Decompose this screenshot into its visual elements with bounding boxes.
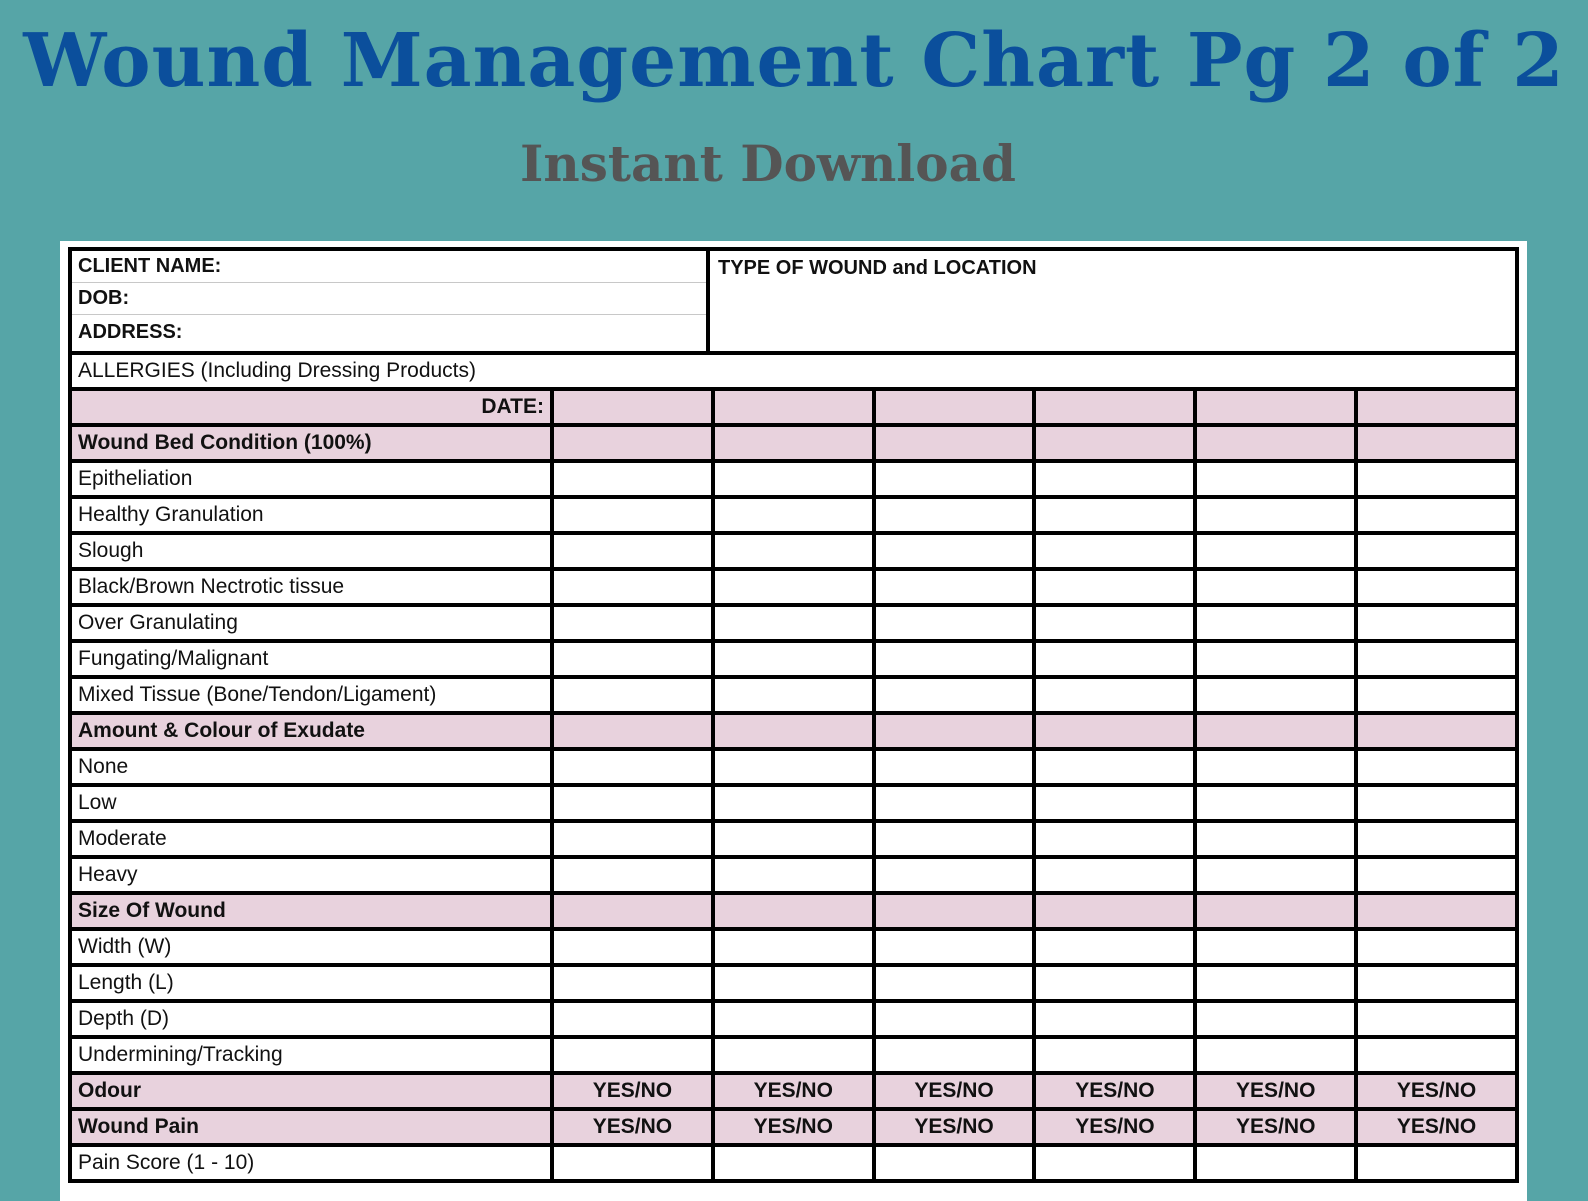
entry-cell[interactable]: YES/NO	[1396, 1115, 1477, 1138]
entry-cell[interactable]	[1358, 499, 1515, 531]
entry-cell[interactable]: YES/NO	[1197, 1111, 1358, 1143]
entry-cell[interactable]	[1197, 751, 1358, 783]
entry-cell[interactable]	[1197, 1147, 1358, 1179]
entry-cell[interactable]	[1036, 895, 1197, 927]
entry-cell[interactable]	[1036, 535, 1197, 567]
entry-cell[interactable]	[715, 895, 876, 927]
entry-cell[interactable]	[1036, 859, 1197, 891]
entry-cell[interactable]	[1036, 787, 1197, 819]
entry-cell[interactable]	[554, 499, 715, 531]
entry-cell[interactable]	[715, 1147, 876, 1179]
table-row	[72, 859, 1515, 895]
entry-cell[interactable]	[1358, 715, 1515, 747]
entry-cell[interactable]	[1197, 679, 1358, 711]
entry-cell[interactable]	[876, 643, 1037, 675]
table-row	[72, 535, 1515, 571]
row-label: Low	[72, 787, 554, 819]
row-label: Width (W)	[72, 931, 554, 963]
table-row	[72, 463, 1515, 499]
entry-cell[interactable]	[1197, 895, 1358, 927]
address-field[interactable]: ADDRESS:	[78, 321, 183, 343]
assessment-rows	[72, 427, 1515, 1183]
entry-cell[interactable]	[1036, 967, 1197, 999]
entry-cell[interactable]	[1358, 463, 1515, 495]
entry-cell[interactable]	[876, 679, 1037, 711]
table-row	[72, 571, 1515, 607]
entry-cell[interactable]	[1358, 787, 1515, 819]
entry-cell[interactable]	[876, 823, 1037, 855]
date-label: DATE:	[72, 391, 554, 423]
entry-cell[interactable]	[1036, 463, 1197, 495]
entry-cell[interactable]	[1197, 859, 1358, 891]
row-label: Pain Score (1 - 10)	[72, 1147, 554, 1179]
entry-cell[interactable]	[876, 787, 1037, 819]
entry-cell[interactable]: YES/NO	[715, 1111, 876, 1143]
entry-cell[interactable]	[1358, 1147, 1515, 1179]
entry-cell[interactable]	[554, 427, 715, 459]
row-label: Undermining/Tracking	[72, 1039, 554, 1071]
entry-cell[interactable]: YES/NO	[876, 1111, 1037, 1143]
entry-cell[interactable]	[554, 571, 715, 603]
entry-cell[interactable]	[1036, 499, 1197, 531]
entry-cell[interactable]	[1036, 571, 1197, 603]
row-label: Length (L)	[72, 967, 554, 999]
section-row	[72, 427, 1515, 463]
entry-cell[interactable]	[554, 859, 715, 891]
entry-cell[interactable]	[876, 427, 1037, 459]
entry-cell[interactable]	[715, 535, 876, 567]
entry-cell[interactable]	[715, 931, 876, 963]
entry-cell[interactable]	[876, 607, 1037, 639]
entry-cell[interactable]	[554, 751, 715, 783]
section-row	[72, 1075, 1515, 1111]
date-cell[interactable]	[1197, 391, 1358, 423]
entry-cell[interactable]	[1197, 967, 1358, 999]
section-row	[72, 715, 1515, 751]
table-row	[72, 679, 1515, 715]
entry-cell[interactable]	[554, 787, 715, 819]
section-label: Odour	[72, 1075, 554, 1107]
row-label: None	[72, 751, 554, 783]
entry-cell[interactable]: YES/NO	[1396, 1079, 1477, 1102]
table-row	[72, 823, 1515, 859]
entry-cell[interactable]: YES/NO	[876, 1075, 1037, 1107]
entry-cell[interactable]	[876, 967, 1037, 999]
row-label: Heavy	[72, 859, 554, 891]
entry-cell[interactable]	[554, 1039, 715, 1071]
entry-cell[interactable]	[876, 895, 1037, 927]
entry-cell[interactable]	[1358, 931, 1515, 963]
entry-cell[interactable]	[1197, 607, 1358, 639]
entry-cell[interactable]	[715, 643, 876, 675]
entry-cell[interactable]	[1036, 1003, 1197, 1035]
entry-cell[interactable]	[876, 859, 1037, 891]
table-row	[72, 1039, 1515, 1075]
table-row	[72, 607, 1515, 643]
row-label: Moderate	[72, 823, 554, 855]
table-row	[72, 967, 1515, 1003]
date-cell[interactable]	[1036, 391, 1197, 423]
entry-cell[interactable]	[1036, 931, 1197, 963]
section-label: Wound Pain	[72, 1111, 554, 1143]
entry-cell[interactable]	[1036, 1039, 1197, 1071]
row-label: Epitheliation	[72, 463, 554, 495]
section-label: Wound Bed Condition (100%)	[72, 427, 554, 459]
entry-cell[interactable]	[1197, 1003, 1358, 1035]
table-row	[72, 931, 1515, 967]
entry-cell[interactable]	[876, 715, 1037, 747]
section-row	[72, 1111, 1515, 1147]
entry-cell[interactable]	[554, 463, 715, 495]
date-cell[interactable]	[876, 391, 1037, 423]
entry-cell[interactable]	[554, 715, 715, 747]
entry-cell[interactable]	[715, 967, 876, 999]
entry-cell[interactable]	[876, 1147, 1037, 1179]
row-label: Over Granulating	[72, 607, 554, 639]
entry-cell[interactable]	[1036, 823, 1197, 855]
entry-cell[interactable]	[715, 1003, 876, 1035]
entry-cell[interactable]	[715, 499, 876, 531]
entry-cell[interactable]	[1358, 1039, 1515, 1071]
client-header	[72, 251, 1515, 355]
entry-cell[interactable]	[554, 679, 715, 711]
row-label: Mixed Tissue (Bone/Tendon/Ligament)	[72, 679, 554, 711]
row-label: Fungating/Malignant	[72, 643, 554, 675]
entry-cell[interactable]: YES/NO	[554, 1075, 715, 1107]
entry-cell[interactable]	[554, 1003, 715, 1035]
entry-cell[interactable]	[1358, 823, 1515, 855]
entry-cell[interactable]	[1358, 967, 1515, 999]
entry-cell[interactable]	[1358, 571, 1515, 603]
entry-cell[interactable]	[1197, 535, 1358, 567]
section-label: Size Of Wound	[72, 895, 554, 927]
date-cell[interactable]	[715, 391, 876, 423]
entry-cell[interactable]	[1036, 1147, 1197, 1179]
entry-cell[interactable]	[1036, 607, 1197, 639]
page-title: Wound Management Chart Pg 2 of 2	[23, 18, 1565, 104]
table-row	[72, 643, 1515, 679]
table-row	[72, 499, 1515, 535]
entry-cell[interactable]	[1358, 751, 1515, 783]
entry-cell[interactable]	[715, 1039, 876, 1071]
date-cell[interactable]	[554, 391, 715, 423]
entry-cell[interactable]	[554, 931, 715, 963]
entry-cell[interactable]	[1197, 823, 1358, 855]
entry-cell[interactable]	[1197, 643, 1358, 675]
entry-cell[interactable]	[876, 1039, 1037, 1071]
dob-field[interactable]: DOB:	[72, 283, 706, 315]
entry-cell[interactable]	[1358, 535, 1515, 567]
wound-chart-form	[68, 247, 1519, 1183]
wound-type-field[interactable]: TYPE OF WOUND and LOCATION	[718, 257, 1037, 279]
entry-cell[interactable]	[1197, 1039, 1358, 1071]
entry-cell[interactable]	[1358, 679, 1515, 711]
row-label: Black/Brown Nectrotic tissue	[72, 571, 554, 603]
entry-cell[interactable]	[876, 1003, 1037, 1035]
entry-cell[interactable]	[554, 643, 715, 675]
client-name-field[interactable]: CLIENT NAME:	[72, 251, 706, 283]
entry-cell[interactable]	[715, 607, 876, 639]
entry-cell[interactable]	[554, 823, 715, 855]
entry-cell[interactable]	[876, 499, 1037, 531]
entry-cell[interactable]	[1197, 427, 1358, 459]
entry-cell[interactable]	[1197, 787, 1358, 819]
entry-cell[interactable]	[1036, 751, 1197, 783]
entry-cell[interactable]	[1358, 607, 1515, 639]
entry-cell[interactable]	[554, 967, 715, 999]
page-subtitle: Instant Download	[519, 134, 1017, 193]
entry-cell[interactable]	[1036, 715, 1197, 747]
entry-cell[interactable]	[1197, 571, 1358, 603]
section-row	[72, 895, 1515, 931]
entry-cell[interactable]: YES/NO	[1197, 1075, 1358, 1107]
entry-cell[interactable]	[554, 895, 715, 927]
table-row	[72, 1003, 1515, 1039]
entry-cell[interactable]	[1036, 427, 1197, 459]
date-cell[interactable]	[1358, 391, 1515, 423]
table-row	[72, 787, 1515, 823]
section-label: Amount & Colour of Exudate	[72, 715, 554, 747]
entry-cell[interactable]	[715, 787, 876, 819]
entry-cell[interactable]	[1036, 679, 1197, 711]
entry-cell[interactable]	[554, 535, 715, 567]
table-row	[72, 1147, 1515, 1183]
entry-cell[interactable]: YES/NO	[1036, 1111, 1197, 1143]
chart-sheet	[60, 241, 1527, 1201]
entry-cell[interactable]: YES/NO	[1036, 1075, 1197, 1107]
row-label: Healthy Granulation	[72, 499, 554, 531]
entry-cell[interactable]: YES/NO	[715, 1075, 876, 1107]
entry-cell[interactable]	[715, 751, 876, 783]
entry-cell[interactable]	[715, 715, 876, 747]
entry-cell[interactable]	[876, 751, 1037, 783]
entry-cell[interactable]	[1358, 643, 1515, 675]
entry-cell[interactable]	[876, 931, 1037, 963]
entry-cell[interactable]	[1358, 427, 1515, 459]
allergies-field[interactable]: ALLERGIES (Including Dressing Products)	[72, 355, 1515, 391]
client-details	[72, 251, 710, 351]
entry-cell[interactable]	[876, 463, 1037, 495]
entry-cell[interactable]	[554, 607, 715, 639]
entry-cell[interactable]	[715, 679, 876, 711]
entry-cell[interactable]	[1036, 643, 1197, 675]
entry-cell[interactable]	[1197, 931, 1358, 963]
entry-cell[interactable]	[876, 535, 1037, 567]
entry-cell[interactable]	[1358, 895, 1515, 927]
date-row	[72, 391, 1515, 427]
entry-cell[interactable]	[715, 427, 876, 459]
entry-cell[interactable]	[715, 571, 876, 603]
entry-cell[interactable]	[1197, 715, 1358, 747]
entry-cell[interactable]	[876, 571, 1037, 603]
row-label: Depth (D)	[72, 1003, 554, 1035]
entry-cell[interactable]	[715, 823, 876, 855]
entry-cell[interactable]	[1358, 859, 1515, 891]
entry-cell[interactable]	[554, 1147, 715, 1179]
entry-cell[interactable]	[1358, 1003, 1515, 1035]
entry-cell[interactable]	[1197, 463, 1358, 495]
entry-cell[interactable]	[1197, 499, 1358, 531]
entry-cell[interactable]	[715, 463, 876, 495]
entry-cell[interactable]	[715, 859, 876, 891]
table-row	[72, 751, 1515, 787]
row-label: Slough	[72, 535, 554, 567]
entry-cell[interactable]: YES/NO	[554, 1111, 715, 1143]
